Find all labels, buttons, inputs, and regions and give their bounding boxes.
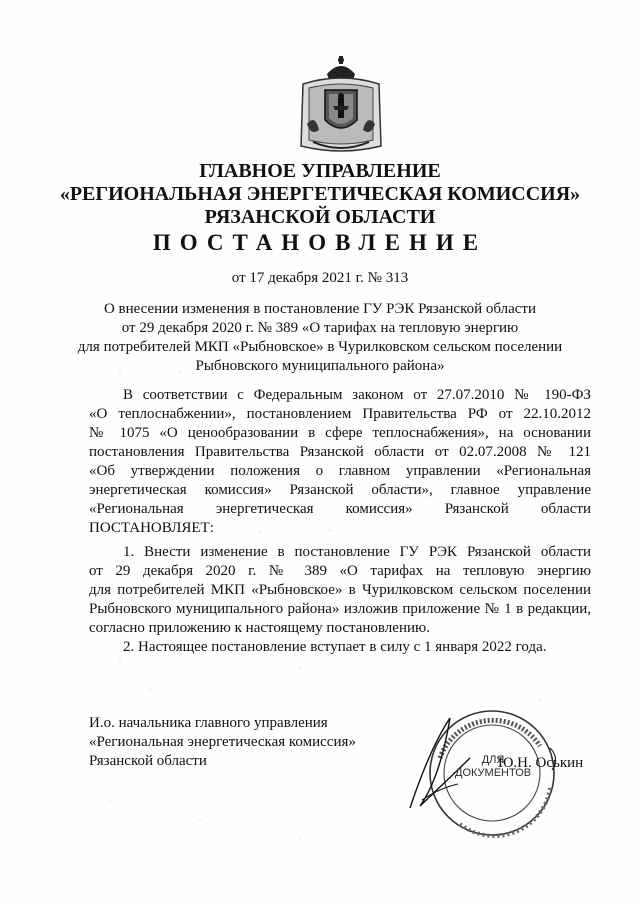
preamble-line: № 1075 «О ценообразовании в сфере теплоснабжения», на основании — [89, 425, 591, 441]
document-date-number: от 17 декабря 2021 г. № 313 — [231, 270, 409, 286]
org-name-line-3: РЯЗАНСКОЙ ОБЛАСТИ — [204, 206, 436, 228]
subject-line: Рыбновского муниципального района» — [195, 358, 445, 374]
item-line: 1. Внести изменение в постановление ГУ РЭК Рязанской области — [123, 544, 591, 560]
preamble-line: «Региональная энергетическая комиссия» Рязанской области — [89, 501, 591, 517]
preamble-paragraph — [89, 386, 591, 538]
resolution-items — [89, 543, 591, 657]
item-line: 2. Настоящее постановление вступает в силу с 1 января 2022 года. — [123, 639, 547, 655]
preamble-line: ПОСТАНОВЛЯЕТ: — [89, 520, 214, 536]
item-line: от 29 декабря 2020 г. № 389 «О тарифах на тепловую энергию — [89, 563, 591, 579]
preamble-line: «О теплоснабжении», постановлением Правительства РФ от 22.10.2012 — [89, 406, 591, 422]
subject-line: от 29 декабря 2020 г. № 389 «О тарифах на тепловую энергию — [121, 320, 519, 336]
position-line: «Региональная энергетическая комиссия» — [89, 734, 356, 750]
item-line: согласно приложению к настоящему постановлению. — [89, 620, 430, 636]
preamble-line: энергетическая комиссия» Рязанской области», главное управление — [89, 482, 591, 498]
stamp-note-line-1: ДЛЯ — [481, 754, 505, 766]
position-line: И.о. начальника главного управления — [89, 715, 328, 731]
org-name-line-2: «РЕГИОНАЛЬНАЯ ЭНЕРГЕТИЧЕСКАЯ КОМИССИЯ» — [59, 183, 581, 205]
subject-line: О внесении изменения в постановление ГУ РЭК Рязанской области — [103, 301, 537, 317]
preamble-line: «Об утверждении положения о главном управлении «Региональная — [89, 463, 591, 479]
preamble-line: В соответствии с Федеральным законом от 27.07.2010 № 190-ФЗ — [123, 387, 591, 403]
position-line: Рязанской области — [89, 753, 207, 769]
preamble-line: постановления Правительства Рязанской области от 02.07.2008 № 121 — [89, 444, 591, 460]
stamp-note-line-2: ДОКУМЕНТОВ — [455, 767, 532, 779]
org-name-line-1: ГЛАВНОЕ УПРАВЛЕНИЕ — [199, 160, 441, 182]
coat-of-arms-emblem — [293, 54, 389, 156]
document-type-title: ПОСТАНОВЛЕНИЕ — [152, 230, 488, 255]
document-subject — [60, 300, 580, 376]
subject-line: для потребителей МКП «Рыбновское» в Чурилковском сельском поселении — [77, 339, 563, 355]
item-line: Рыбновского муниципального района» изложив приложение № 1 в редакции, — [89, 601, 591, 617]
signatory-position — [89, 714, 356, 771]
item-line: для потребителей МКП «Рыбновское» в Чурилковском сельском поселении — [89, 582, 591, 598]
organization-header — [40, 160, 600, 229]
signer-name: Ю.Н. Оськин — [498, 755, 584, 771]
